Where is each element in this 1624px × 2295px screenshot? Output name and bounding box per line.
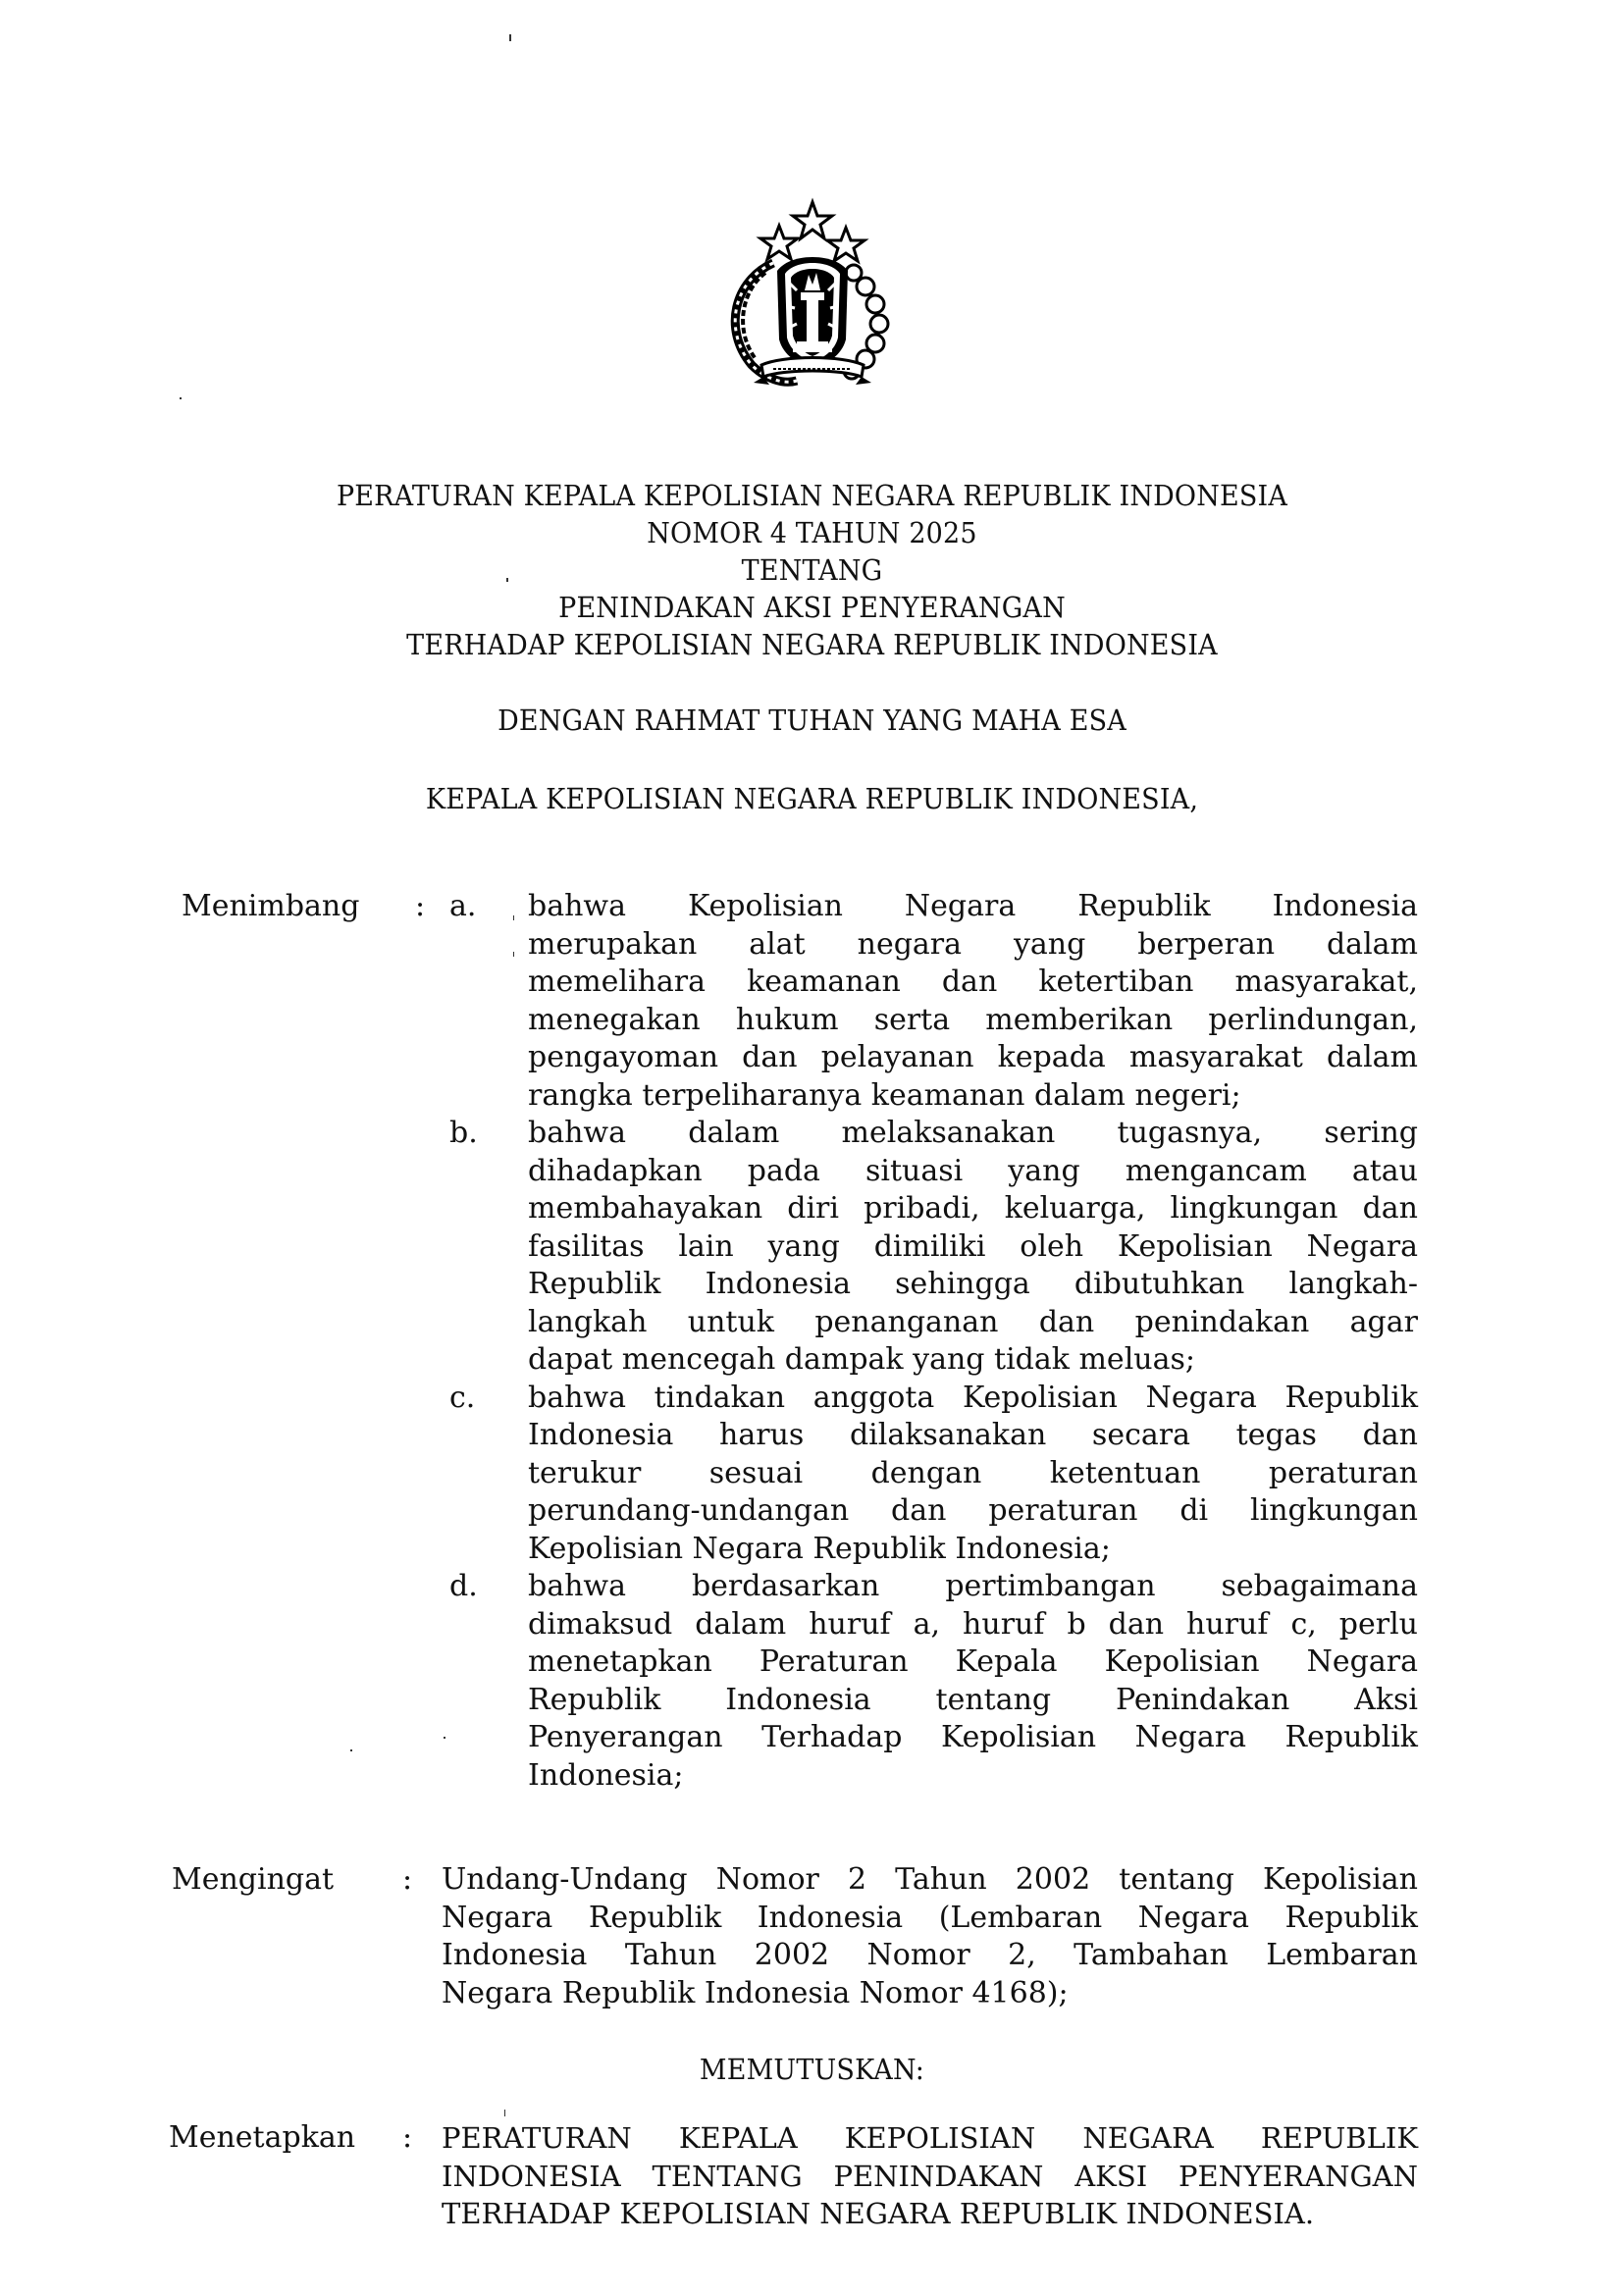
menimbang-colon: : xyxy=(415,889,426,923)
star-icon xyxy=(793,202,832,238)
scan-speck xyxy=(180,397,182,399)
text-line: menetapkan Peraturan Kepala Kepolisian Negara xyxy=(528,1644,1418,1679)
text-line: Negara Republik Indonesia Nomor 4168); xyxy=(442,1975,1069,2010)
star-icon xyxy=(827,228,864,261)
mengingat-colon: : xyxy=(402,1862,413,1897)
text-line: pengayoman dan pelayanan kepada masyarakat dalam xyxy=(528,1040,1418,1074)
menimbang-item-text xyxy=(528,888,1418,1115)
text-line: Indonesia; xyxy=(528,1757,684,1793)
menimbang-item-marker: b. xyxy=(449,1116,478,1150)
memutuskan-heading: MEMUTUSKAN: xyxy=(699,2053,925,2086)
scan-speck xyxy=(350,1749,352,1751)
text-line: bahwa dalam melaksanakan tugasnya, sering xyxy=(528,1116,1418,1150)
mengingat-label: Mengingat xyxy=(172,1862,335,1897)
text-line: INDONESIA TENTANG PENINDAKAN AKSI PENYERANGAN xyxy=(442,2159,1418,2193)
menimbang-item-marker: a. xyxy=(449,889,477,923)
text-line: Negara Republik Indonesia (Lembaran Negara Republik xyxy=(442,1900,1418,1935)
text-line: dihadapkan pada situasi yang mengancam atau xyxy=(528,1153,1418,1188)
text-line: terukur sesuai dengan ketentuan peraturan xyxy=(528,1455,1418,1490)
invocation: DENGAN RAHMAT TUHAN YANG MAHA ESA xyxy=(498,704,1126,737)
menimbang-item-marker: d. xyxy=(449,1569,478,1603)
text-line: merupakan alat negara yang berperan dalam xyxy=(528,926,1418,962)
menetapkan-colon: : xyxy=(402,2120,413,2155)
text-line: Penyerangan Terhadap Kepolisian Negara Republik xyxy=(528,1720,1418,1754)
mengingat-text xyxy=(442,1861,1418,2012)
text-line: menegakan hukum serta memberikan perlindungan, xyxy=(528,1002,1418,1037)
authority-line: KEPALA KEPOLISIAN NEGARA REPUBLIK INDONESIA, xyxy=(425,782,1199,815)
title-subject: PENINDAKAN AKSI PENYERANGAN xyxy=(558,591,1066,624)
text-line: dimaksud dalam huruf a, huruf b dan huruf c, perlu xyxy=(528,1606,1418,1642)
text-line: bahwa berdasarkan pertimbangan sebagaimana xyxy=(528,1569,1418,1603)
text-line: Republik Indonesia sehingga dibutuhkan langkah- xyxy=(528,1267,1418,1301)
text-line: bahwa tindakan anggota Kepolisian Negara Republik xyxy=(528,1380,1418,1415)
text-line: Undang-Undang Nomor 2 Tahun 2002 tentang Kepolisian xyxy=(442,1862,1418,1897)
text-line: dapat mencegah dampak yang tidak meluas; xyxy=(528,1342,1195,1377)
title-number: NOMOR 4 TAHUN 2025 xyxy=(647,516,977,549)
menimbang-item-text xyxy=(528,1115,1418,1380)
title-subject-cont: TERHADAP KEPOLISIAN NEGARA REPUBLIK INDONESIA xyxy=(406,628,1218,661)
menetapkan-text xyxy=(442,2119,1418,2233)
scan-speck xyxy=(504,2110,505,2116)
text-line: langkah untuk penanganan dan penindakan agar xyxy=(528,1304,1418,1339)
menimbang-label: Menimbang xyxy=(182,889,360,923)
menimbang-item-marker: c. xyxy=(449,1380,476,1415)
text-line: membahayakan diri pribadi, keluarga, lingkungan dan xyxy=(528,1191,1418,1226)
title-tentang: TENTANG xyxy=(741,553,883,587)
scan-speck xyxy=(509,34,511,41)
scan-speck xyxy=(444,1737,445,1739)
text-line: Indonesia harus dilaksanakan secara tegas dan xyxy=(528,1418,1418,1452)
title-line: PERATURAN KEPALA KEPOLISIAN NEGARA REPUBLIK INDONESIA xyxy=(336,479,1288,512)
text-line: perundang-undangan dan peraturan di lingkungan xyxy=(528,1493,1418,1528)
menimbang-item-text xyxy=(528,1380,1418,1569)
menimbang-item-text xyxy=(528,1568,1418,1795)
text-line: TERHADAP KEPOLISIAN NEGARA REPUBLIK INDONESIA. xyxy=(442,2197,1315,2230)
text-line: Kepolisian Negara Republik Indonesia; xyxy=(528,1531,1111,1566)
regulation-title xyxy=(57,477,1567,663)
text-line: Republik Indonesia tentang Penindakan Aksi xyxy=(528,1682,1418,1717)
polri-emblem-logo xyxy=(705,192,920,389)
star-icon xyxy=(760,226,798,259)
scan-speck xyxy=(513,915,514,920)
text-line: Indonesia Tahun 2002 Nomor 2, Tambahan Lembaran xyxy=(442,1938,1418,1972)
text-line: rangka terpeliharanya keamanan dalam negeri; xyxy=(528,1077,1241,1113)
text-line: bahwa Kepolisian Negara Republik Indonesia xyxy=(528,889,1418,923)
text-line: fasilitas lain yang dimiliki oleh Kepolisian Negara xyxy=(528,1228,1418,1264)
menetapkan-label: Menetapkan xyxy=(169,2120,356,2155)
text-line: PERATURAN KEPALA KEPOLISIAN NEGARA REPUBLIK xyxy=(442,2121,1418,2155)
scan-speck xyxy=(513,952,514,957)
text-line: memelihara keamanan dan ketertiban masyarakat, xyxy=(528,965,1418,999)
